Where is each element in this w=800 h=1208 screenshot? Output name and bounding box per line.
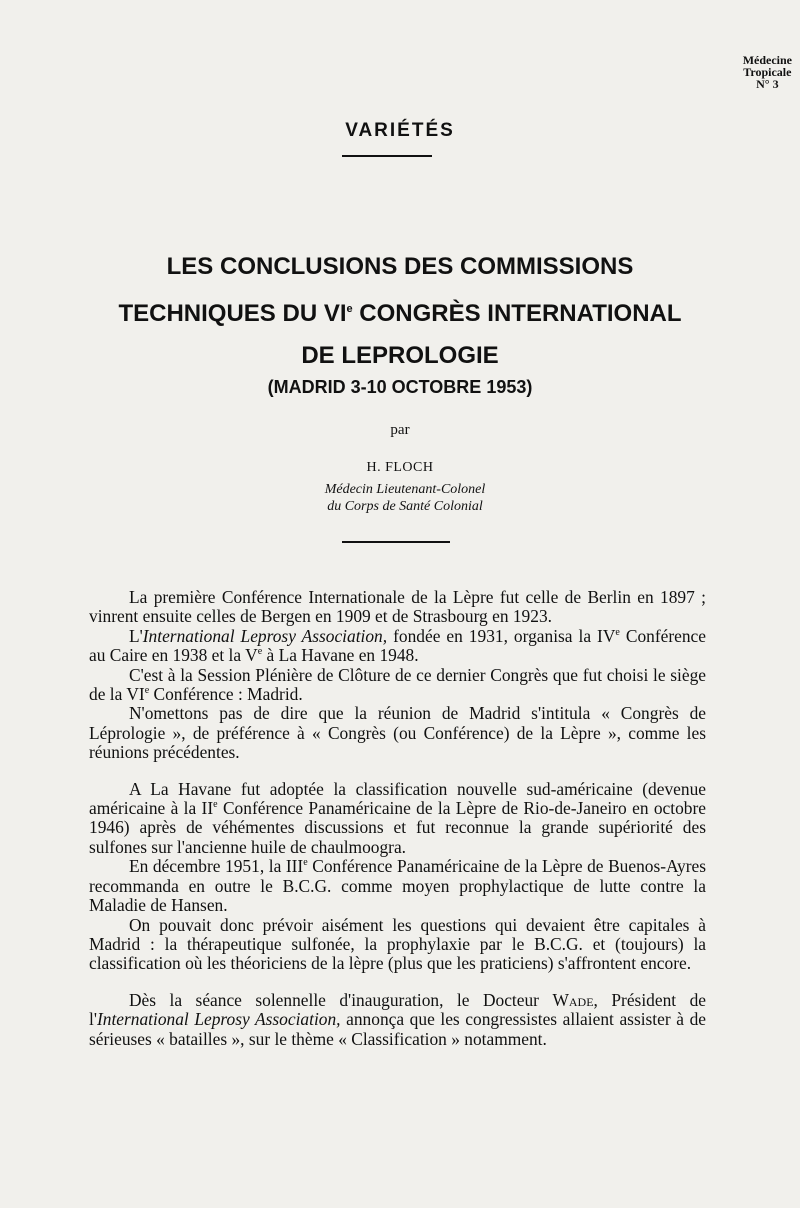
article-body: [89, 588, 706, 1049]
journal-issue-number: N° 3: [756, 77, 779, 91]
p2-sup2: e: [257, 646, 263, 658]
title-line-2-b: CONGRÈS INTERNATIONAL: [352, 300, 682, 327]
title-line-2-a: TECHNIQUES DU VI: [118, 300, 347, 327]
title-line-1: LES CONCLUSIONS DES COMMISSIONS: [166, 253, 634, 280]
paragraph-3: [89, 666, 706, 705]
article-subtitle: (MADRID 3-10 OCTOBRE 1953): [267, 377, 533, 397]
p8-name: Wade,: [552, 989, 598, 1010]
paragraph-2: [89, 627, 706, 666]
p2-c: Conférence au Caire en 1938 et la V: [89, 625, 706, 666]
paragraph-4: N'omettons pas de dire que la réunion de Madrid s'intitula « Congrès de Léprologie », de préférence à « Congrès (ou Conférence) de la Lèpre », comme les réunions précédentes.: [89, 703, 706, 763]
p5-b: Conférence Panaméricaine de la Lèpre de Rio-de-Janeiro en octobre 1946) après de véhémentes discussions et fut reconnue la grande supériorité des sulfones sur l'ancienne huile de chaulmoogra.: [89, 798, 706, 857]
paragraph-6: [89, 857, 706, 915]
p8-italic: International Leprosy Association,: [96, 1009, 341, 1030]
paragraph-5: [89, 780, 706, 858]
title-superscript: e: [346, 303, 353, 315]
journal-label: [743, 54, 792, 90]
section-divider: [342, 155, 432, 157]
p2-d: à La Havane en 1948.: [262, 645, 419, 666]
p2-sup1: e: [615, 627, 620, 639]
p8-b: Président de l': [89, 989, 706, 1030]
paragraph-1: La première Conférence Internationale de la Lèpre fut celle de Berlin en 1897 ; vinrent ensuite celles de Bergen en 1909 et de Strasbourg en 1923.: [89, 587, 706, 627]
p2-a: L': [129, 625, 143, 646]
paragraph-8: [89, 991, 706, 1049]
p8-a: Dès la séance solennelle d'inauguration, le Docteur: [129, 989, 553, 1010]
p6-a: En décembre 1951, la III: [129, 856, 304, 877]
p3-sup: e: [144, 685, 150, 697]
author-role-line1: Médecin Lieutenant-Colonel: [324, 482, 486, 497]
header-divider: [342, 541, 450, 543]
p2-b: fondée en 1931, organisa la IV: [387, 625, 616, 646]
p6-sup: e: [303, 857, 308, 869]
p3-b: Conférence : Madrid.: [149, 684, 303, 705]
p5-sup: e: [213, 799, 218, 811]
title-line-3: DE LEPROLOGIE: [301, 342, 499, 369]
article-title: [0, 246, 800, 377]
p2-italic: International Leprosy Association,: [142, 625, 388, 646]
author-role-line2: du Corps de Santé Colonial: [327, 499, 483, 514]
p3-a: C'est à la Session Plénière de Clôture de ce dernier Congrès que fut choisi le siège de la VI: [89, 664, 706, 705]
journal-label-line1: Médecine: [742, 53, 792, 67]
title-line-2: [0, 288, 800, 335]
author-name: H. FLOCH: [366, 460, 434, 475]
journal-label-line2: Tropicale: [743, 65, 792, 79]
p8-c: annonça que les congressistes allaient assister à de sérieuses « batailles », sur le thème « Classification » notamment.: [89, 1009, 706, 1049]
paragraph-7: On pouvait donc prévoir aisément les questions qui devaient être capitales à Madrid : la thérapeutique sulfonée, la prophylaxie par le B.C.G. et (toujours) la classification où les théoriciens de la lèpre (plus que les praticiens) s'affrontent encore.: [89, 914, 706, 974]
section-heading: VARIÉTÉS: [345, 120, 455, 141]
p5-a: A La Havane fut adoptée la classification nouvelle sud-américaine (devenue américaine à la II: [89, 778, 706, 819]
p6-b: Conférence Panaméricaine de la Lèpre de Buenos-Ayres recommanda en outre le B.C.G. comme moyen prophylactique de lutte contre la Maladie de Hansen.: [89, 856, 706, 916]
byline-par: par: [390, 422, 410, 438]
author-role: [300, 481, 510, 515]
